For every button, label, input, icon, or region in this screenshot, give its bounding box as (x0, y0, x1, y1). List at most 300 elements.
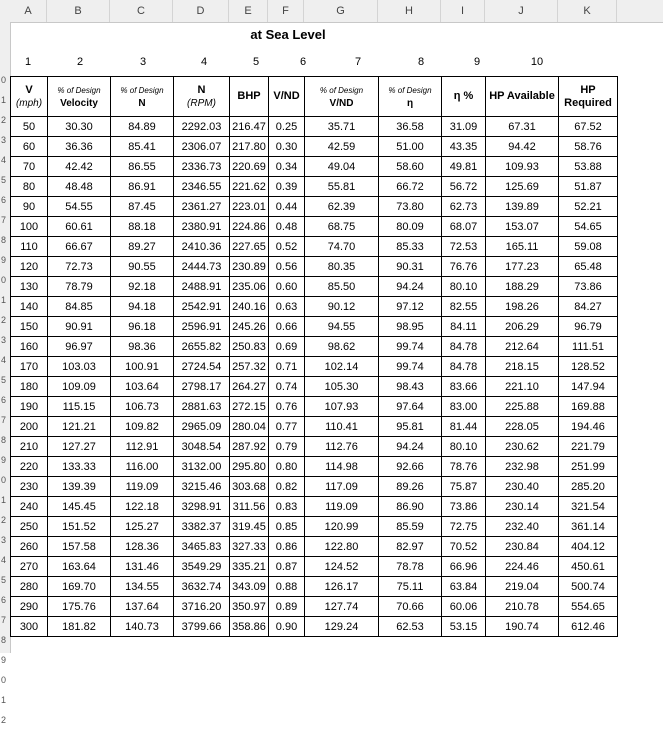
table-cell[interactable]: 177.23 (486, 257, 559, 277)
column-letter[interactable]: H (378, 0, 441, 22)
table-cell[interactable]: 94.42 (486, 137, 559, 157)
table-cell[interactable]: 285.20 (559, 477, 618, 497)
table-cell[interactable]: 131.46 (111, 557, 174, 577)
header-pct-eta[interactable]: % of Design η (379, 77, 442, 117)
table-cell[interactable]: 127.74 (305, 597, 379, 617)
table-cell[interactable]: 221.79 (559, 437, 618, 457)
table-cell[interactable]: 99.74 (379, 357, 442, 377)
table-cell[interactable]: 181.82 (48, 617, 111, 637)
table-cell[interactable]: 62.73 (442, 197, 486, 217)
table-cell[interactable]: 3298.91 (174, 497, 230, 517)
table-cell[interactable]: 58.76 (559, 137, 618, 157)
table-cell[interactable]: 76.76 (442, 257, 486, 277)
table-cell[interactable]: 125.27 (111, 517, 174, 537)
table-cell[interactable]: 36.36 (48, 137, 111, 157)
table-cell[interactable]: 85.41 (111, 137, 174, 157)
column-number-label[interactable]: 1 (24, 56, 32, 68)
table-cell[interactable]: 2444.73 (174, 257, 230, 277)
table-cell[interactable]: 84.89 (111, 117, 174, 137)
table-cell[interactable]: 245.26 (230, 317, 269, 337)
table-cell[interactable]: 84.85 (48, 297, 111, 317)
table-cell[interactable]: 280.04 (230, 417, 269, 437)
row-number-label[interactable] (0, 10, 11, 30)
table-cell[interactable]: 82.55 (442, 297, 486, 317)
table-cell[interactable]: 70.66 (379, 597, 442, 617)
table-cell[interactable]: 96.97 (48, 337, 111, 357)
table-cell[interactable]: 2542.91 (174, 297, 230, 317)
row-number-label[interactable]: 9 (1, 255, 7, 265)
table-cell[interactable]: 114.98 (305, 457, 379, 477)
table-cell[interactable]: 404.12 (559, 537, 618, 557)
row-number-label[interactable]: 8 (1, 235, 7, 245)
table-cell[interactable]: 98.62 (305, 337, 379, 357)
table-cell[interactable]: 169.70 (48, 577, 111, 597)
header-n[interactable]: N (RPM) (174, 77, 230, 117)
table-cell[interactable]: 122.18 (111, 497, 174, 517)
header-pct-vnd[interactable]: % of Design V/ND (305, 77, 379, 117)
table-cell[interactable]: 86.91 (111, 177, 174, 197)
table-cell[interactable]: 0.74 (269, 377, 305, 397)
table-cell[interactable]: 78.76 (442, 457, 486, 477)
table-cell[interactable]: 303.68 (230, 477, 269, 497)
table-cell[interactable]: 220 (11, 457, 48, 477)
table-cell[interactable]: 137.64 (111, 597, 174, 617)
table-cell[interactable]: 95.81 (379, 417, 442, 437)
table-cell[interactable]: 99.74 (379, 337, 442, 357)
table-cell[interactable]: 287.92 (230, 437, 269, 457)
table-cell[interactable]: 102.14 (305, 357, 379, 377)
table-cell[interactable]: 54.55 (48, 197, 111, 217)
row-number-label[interactable]: 9 (1, 655, 7, 665)
table-cell[interactable]: 56.72 (442, 177, 486, 197)
column-letter[interactable]: E (229, 0, 268, 22)
column-number-label[interactable]: 4 (200, 56, 208, 68)
table-cell[interactable]: 107.93 (305, 397, 379, 417)
table-cell[interactable]: 221.10 (486, 377, 559, 397)
table-cell[interactable]: 225.88 (486, 397, 559, 417)
table-cell[interactable]: 84.78 (442, 357, 486, 377)
table-cell[interactable]: 90 (11, 197, 48, 217)
table-cell[interactable]: 72.75 (442, 517, 486, 537)
row-number-label[interactable]: 3 (1, 135, 7, 145)
table-cell[interactable]: 49.81 (442, 157, 486, 177)
table-cell[interactable]: 125.69 (486, 177, 559, 197)
table-cell[interactable]: 327.33 (230, 537, 269, 557)
table-cell[interactable]: 147.94 (559, 377, 618, 397)
table-cell[interactable]: 295.80 (230, 457, 269, 477)
table-cell[interactable]: 169.88 (559, 397, 618, 417)
table-cell[interactable]: 228.05 (486, 417, 559, 437)
table-cell[interactable]: 0.87 (269, 557, 305, 577)
table-cell[interactable]: 42.59 (305, 137, 379, 157)
table-cell[interactable]: 2336.73 (174, 157, 230, 177)
table-cell[interactable]: 190 (11, 397, 48, 417)
table-cell[interactable]: 60.61 (48, 217, 111, 237)
table-cell[interactable]: 2488.91 (174, 277, 230, 297)
table-cell[interactable]: 230 (11, 477, 48, 497)
table-cell[interactable]: 112.76 (305, 437, 379, 457)
table-cell[interactable]: 175.76 (48, 597, 111, 617)
row-number-label[interactable]: 7 (1, 215, 7, 225)
table-cell[interactable]: 170 (11, 357, 48, 377)
table-cell[interactable]: 450.61 (559, 557, 618, 577)
table-cell[interactable]: 280 (11, 577, 48, 597)
table-cell[interactable]: 216.47 (230, 117, 269, 137)
table-cell[interactable]: 0.86 (269, 537, 305, 557)
table-cell[interactable]: 232.40 (486, 517, 559, 537)
table-cell[interactable]: 227.65 (230, 237, 269, 257)
table-cell[interactable]: 94.24 (379, 277, 442, 297)
table-cell[interactable]: 75.87 (442, 477, 486, 497)
table-cell[interactable]: 51.87 (559, 177, 618, 197)
row-number-label[interactable]: 6 (1, 395, 7, 405)
table-cell[interactable]: 3799.66 (174, 617, 230, 637)
table-cell[interactable]: 272.15 (230, 397, 269, 417)
table-cell[interactable]: 110.41 (305, 417, 379, 437)
table-cell[interactable]: 150 (11, 317, 48, 337)
table-cell[interactable]: 120.99 (305, 517, 379, 537)
table-cell[interactable]: 358.86 (230, 617, 269, 637)
table-cell[interactable]: 36.58 (379, 117, 442, 137)
row-number-label[interactable]: 1 (1, 495, 7, 505)
table-cell[interactable]: 54.65 (559, 217, 618, 237)
table-cell[interactable]: 361.14 (559, 517, 618, 537)
table-cell[interactable]: 2655.82 (174, 337, 230, 357)
table-cell[interactable]: 0.39 (269, 177, 305, 197)
column-number-label[interactable]: 5 (252, 56, 260, 68)
row-number-label[interactable] (0, 50, 11, 70)
column-number-label[interactable]: 10 (530, 56, 544, 68)
table-cell[interactable]: 240 (11, 497, 48, 517)
table-cell[interactable]: 31.09 (442, 117, 486, 137)
table-cell[interactable]: 2306.07 (174, 137, 230, 157)
table-cell[interactable]: 84.11 (442, 317, 486, 337)
table-cell[interactable]: 223.01 (230, 197, 269, 217)
table-cell[interactable]: 130 (11, 277, 48, 297)
table-cell[interactable]: 0.60 (269, 277, 305, 297)
table-cell[interactable]: 2410.36 (174, 237, 230, 257)
table-cell[interactable]: 121.21 (48, 417, 111, 437)
table-cell[interactable]: 230.14 (486, 497, 559, 517)
table-cell[interactable]: 2881.63 (174, 397, 230, 417)
column-number-label[interactable]: 6 (299, 56, 307, 68)
table-cell[interactable]: 94.55 (305, 317, 379, 337)
table-cell[interactable]: 52.21 (559, 197, 618, 217)
column-number-label[interactable]: 7 (354, 56, 362, 68)
table-cell[interactable]: 160 (11, 337, 48, 357)
table-cell[interactable]: 300 (11, 617, 48, 637)
table-cell[interactable]: 0.85 (269, 517, 305, 537)
table-cell[interactable]: 74.70 (305, 237, 379, 257)
table-cell[interactable]: 235.06 (230, 277, 269, 297)
sheet-title[interactable]: at Sea Level (250, 27, 326, 42)
table-cell[interactable]: 100.91 (111, 357, 174, 377)
table-cell[interactable]: 163.64 (48, 557, 111, 577)
table-cell[interactable]: 0.76 (269, 397, 305, 417)
table-cell[interactable]: 30.30 (48, 117, 111, 137)
table-cell[interactable]: 92.66 (379, 457, 442, 477)
table-cell[interactable]: 86.90 (379, 497, 442, 517)
table-cell[interactable]: 94.24 (379, 437, 442, 457)
table-cell[interactable]: 2361.27 (174, 197, 230, 217)
table-cell[interactable]: 151.52 (48, 517, 111, 537)
table-cell[interactable]: 78.79 (48, 277, 111, 297)
table-cell[interactable]: 128.52 (559, 357, 618, 377)
table-cell[interactable]: 111.51 (559, 337, 618, 357)
table-cell[interactable]: 3632.74 (174, 577, 230, 597)
table-cell[interactable]: 343.09 (230, 577, 269, 597)
table-cell[interactable]: 96.79 (559, 317, 618, 337)
table-cell[interactable]: 2798.17 (174, 377, 230, 397)
table-cell[interactable]: 78.78 (379, 557, 442, 577)
row-number-label[interactable]: 0 (1, 75, 7, 85)
column-letter[interactable]: G (304, 0, 378, 22)
table-cell[interactable]: 68.07 (442, 217, 486, 237)
table-cell[interactable]: 0.34 (269, 157, 305, 177)
table-cell[interactable]: 0.82 (269, 477, 305, 497)
table-cell[interactable]: 82.97 (379, 537, 442, 557)
table-cell[interactable]: 212.64 (486, 337, 559, 357)
table-cell[interactable]: 0.90 (269, 617, 305, 637)
column-letter[interactable]: D (173, 0, 229, 22)
table-cell[interactable]: 115.15 (48, 397, 111, 417)
column-number-label[interactable]: 2 (76, 56, 84, 68)
table-cell[interactable]: 251.99 (559, 457, 618, 477)
table-cell[interactable]: 88.18 (111, 217, 174, 237)
table-cell[interactable]: 3465.83 (174, 537, 230, 557)
table-cell[interactable]: 157.58 (48, 537, 111, 557)
table-cell[interactable]: 73.80 (379, 197, 442, 217)
table-cell[interactable]: 165.11 (486, 237, 559, 257)
table-cell[interactable]: 90.55 (111, 257, 174, 277)
table-cell[interactable]: 3048.54 (174, 437, 230, 457)
table-cell[interactable]: 220.69 (230, 157, 269, 177)
table-cell[interactable]: 2292.03 (174, 117, 230, 137)
row-number-label[interactable]: 7 (1, 615, 7, 625)
column-letter[interactable]: A (10, 0, 47, 22)
row-number-label[interactable]: 4 (1, 555, 7, 565)
table-cell[interactable]: 43.35 (442, 137, 486, 157)
table-cell[interactable]: 129.24 (305, 617, 379, 637)
table-cell[interactable]: 122.80 (305, 537, 379, 557)
table-cell[interactable]: 103.03 (48, 357, 111, 377)
table-cell[interactable]: 73.86 (559, 277, 618, 297)
table-cell[interactable]: 85.33 (379, 237, 442, 257)
table-cell[interactable]: 42.42 (48, 157, 111, 177)
column-letter[interactable]: F (268, 0, 304, 22)
header-eta[interactable]: η % (442, 77, 486, 117)
table-cell[interactable]: 232.98 (486, 457, 559, 477)
table-cell[interactable]: 109.09 (48, 377, 111, 397)
table-cell[interactable]: 311.56 (230, 497, 269, 517)
row-number-label[interactable]: 0 (1, 675, 7, 685)
table-cell[interactable]: 67.31 (486, 117, 559, 137)
table-cell[interactable]: 97.12 (379, 297, 442, 317)
table-cell[interactable]: 67.52 (559, 117, 618, 137)
table-cell[interactable]: 350.97 (230, 597, 269, 617)
row-number-label[interactable]: 5 (1, 175, 7, 185)
table-cell[interactable]: 3215.46 (174, 477, 230, 497)
table-cell[interactable]: 230.62 (486, 437, 559, 457)
table-cell[interactable]: 83.66 (442, 377, 486, 397)
table-cell[interactable]: 98.95 (379, 317, 442, 337)
table-cell[interactable]: 53.88 (559, 157, 618, 177)
table-cell[interactable]: 206.29 (486, 317, 559, 337)
row-number-label[interactable]: 2 (1, 715, 7, 725)
table-cell[interactable]: 119.09 (111, 477, 174, 497)
table-cell[interactable]: 89.26 (379, 477, 442, 497)
column-number-label[interactable]: 3 (139, 56, 147, 68)
header-bhp[interactable]: BHP (230, 77, 269, 117)
table-cell[interactable]: 105.30 (305, 377, 379, 397)
table-cell[interactable]: 128.36 (111, 537, 174, 557)
table-cell[interactable]: 90.91 (48, 317, 111, 337)
table-cell[interactable]: 217.80 (230, 137, 269, 157)
column-letter[interactable]: C (110, 0, 173, 22)
table-cell[interactable]: 0.48 (269, 217, 305, 237)
table-cell[interactable]: 140 (11, 297, 48, 317)
row-number-label[interactable]: 8 (1, 435, 7, 445)
table-cell[interactable]: 66.96 (442, 557, 486, 577)
table-cell[interactable]: 0.83 (269, 497, 305, 517)
header-hp-required[interactable]: HP Required (559, 77, 618, 117)
table-cell[interactable]: 2965.09 (174, 417, 230, 437)
table-cell[interactable]: 127.27 (48, 437, 111, 457)
table-cell[interactable]: 35.71 (305, 117, 379, 137)
table-cell[interactable]: 145.45 (48, 497, 111, 517)
table-cell[interactable]: 103.64 (111, 377, 174, 397)
row-number-label[interactable]: 7 (1, 415, 7, 425)
table-cell[interactable]: 257.32 (230, 357, 269, 377)
table-cell[interactable]: 260 (11, 537, 48, 557)
table-cell[interactable]: 80.10 (442, 277, 486, 297)
row-number-label[interactable]: 2 (1, 315, 7, 325)
table-cell[interactable]: 200 (11, 417, 48, 437)
table-cell[interactable]: 80.09 (379, 217, 442, 237)
row-number-label[interactable] (0, 30, 11, 50)
table-cell[interactable]: 90.31 (379, 257, 442, 277)
table-cell[interactable]: 119.09 (305, 497, 379, 517)
row-number-label[interactable]: 2 (1, 515, 7, 525)
row-number-label[interactable]: 4 (1, 155, 7, 165)
table-cell[interactable]: 210 (11, 437, 48, 457)
row-number-label[interactable]: 4 (1, 355, 7, 365)
column-letter[interactable]: I (441, 0, 485, 22)
table-cell[interactable]: 92.18 (111, 277, 174, 297)
table-cell[interactable]: 70.52 (442, 537, 486, 557)
column-number-label[interactable]: 8 (417, 56, 425, 68)
table-cell[interactable]: 188.29 (486, 277, 559, 297)
table-cell[interactable]: 198.26 (486, 297, 559, 317)
table-cell[interactable]: 66.72 (379, 177, 442, 197)
table-cell[interactable]: 89.27 (111, 237, 174, 257)
row-number-label[interactable]: 2 (1, 115, 7, 125)
table-cell[interactable]: 3132.00 (174, 457, 230, 477)
table-cell[interactable]: 210.78 (486, 597, 559, 617)
table-cell[interactable]: 62.53 (379, 617, 442, 637)
table-cell[interactable]: 70 (11, 157, 48, 177)
table-cell[interactable]: 133.33 (48, 457, 111, 477)
table-cell[interactable]: 85.59 (379, 517, 442, 537)
table-cell[interactable]: 75.11 (379, 577, 442, 597)
table-cell[interactable]: 97.64 (379, 397, 442, 417)
row-number-label[interactable]: 1 (1, 695, 7, 705)
header-v[interactable]: V (mph) (11, 77, 48, 117)
table-cell[interactable]: 58.60 (379, 157, 442, 177)
table-cell[interactable]: 230.89 (230, 257, 269, 277)
table-cell[interactable]: 51.00 (379, 137, 442, 157)
table-cell[interactable]: 321.54 (559, 497, 618, 517)
column-letter[interactable]: J (485, 0, 558, 22)
table-cell[interactable]: 0.69 (269, 337, 305, 357)
table-cell[interactable]: 60 (11, 137, 48, 157)
table-cell[interactable]: 140.73 (111, 617, 174, 637)
row-number-label[interactable]: 8 (1, 635, 7, 645)
row-number-label[interactable]: 5 (1, 375, 7, 385)
table-cell[interactable]: 106.73 (111, 397, 174, 417)
table-cell[interactable]: 264.27 (230, 377, 269, 397)
header-pct-velocity[interactable]: % of Design Velocity (48, 77, 111, 117)
row-number-label[interactable]: 6 (1, 195, 7, 205)
table-cell[interactable]: 2346.55 (174, 177, 230, 197)
table-cell[interactable]: 112.91 (111, 437, 174, 457)
table-cell[interactable]: 139.39 (48, 477, 111, 497)
row-number-label[interactable]: 5 (1, 575, 7, 585)
table-cell[interactable]: 270 (11, 557, 48, 577)
table-cell[interactable]: 3382.37 (174, 517, 230, 537)
table-cell[interactable]: 0.88 (269, 577, 305, 597)
table-cell[interactable]: 240.16 (230, 297, 269, 317)
table-cell[interactable]: 224.46 (486, 557, 559, 577)
table-cell[interactable]: 80.35 (305, 257, 379, 277)
table-cell[interactable]: 84.78 (442, 337, 486, 357)
table-cell[interactable]: 85.50 (305, 277, 379, 297)
table-cell[interactable]: 87.45 (111, 197, 174, 217)
row-number-label[interactable]: 3 (1, 335, 7, 345)
table-cell[interactable]: 59.08 (559, 237, 618, 257)
table-cell[interactable]: 0.79 (269, 437, 305, 457)
table-cell[interactable]: 109.93 (486, 157, 559, 177)
table-cell[interactable]: 72.53 (442, 237, 486, 257)
table-cell[interactable]: 180 (11, 377, 48, 397)
header-vnd[interactable]: V/ND (269, 77, 305, 117)
table-cell[interactable]: 0.56 (269, 257, 305, 277)
table-cell[interactable]: 66.67 (48, 237, 111, 257)
table-cell[interactable]: 62.39 (305, 197, 379, 217)
table-cell[interactable]: 48.48 (48, 177, 111, 197)
table-cell[interactable]: 2380.91 (174, 217, 230, 237)
table-cell[interactable]: 50 (11, 117, 48, 137)
table-cell[interactable]: 109.82 (111, 417, 174, 437)
table-cell[interactable]: 0.63 (269, 297, 305, 317)
table-cell[interactable]: 554.65 (559, 597, 618, 617)
table-cell[interactable]: 49.04 (305, 157, 379, 177)
table-cell[interactable]: 94.18 (111, 297, 174, 317)
table-cell[interactable]: 335.21 (230, 557, 269, 577)
row-number-label[interactable]: 6 (1, 595, 7, 605)
table-cell[interactable]: 63.84 (442, 577, 486, 597)
table-cell[interactable]: 60.06 (442, 597, 486, 617)
table-cell[interactable]: 153.07 (486, 217, 559, 237)
table-cell[interactable]: 98.36 (111, 337, 174, 357)
table-cell[interactable]: 500.74 (559, 577, 618, 597)
table-cell[interactable]: 72.73 (48, 257, 111, 277)
table-cell[interactable]: 0.25 (269, 117, 305, 137)
table-cell[interactable]: 86.55 (111, 157, 174, 177)
table-cell[interactable]: 96.18 (111, 317, 174, 337)
row-number-label[interactable]: 1 (1, 295, 7, 305)
table-cell[interactable]: 53.15 (442, 617, 486, 637)
